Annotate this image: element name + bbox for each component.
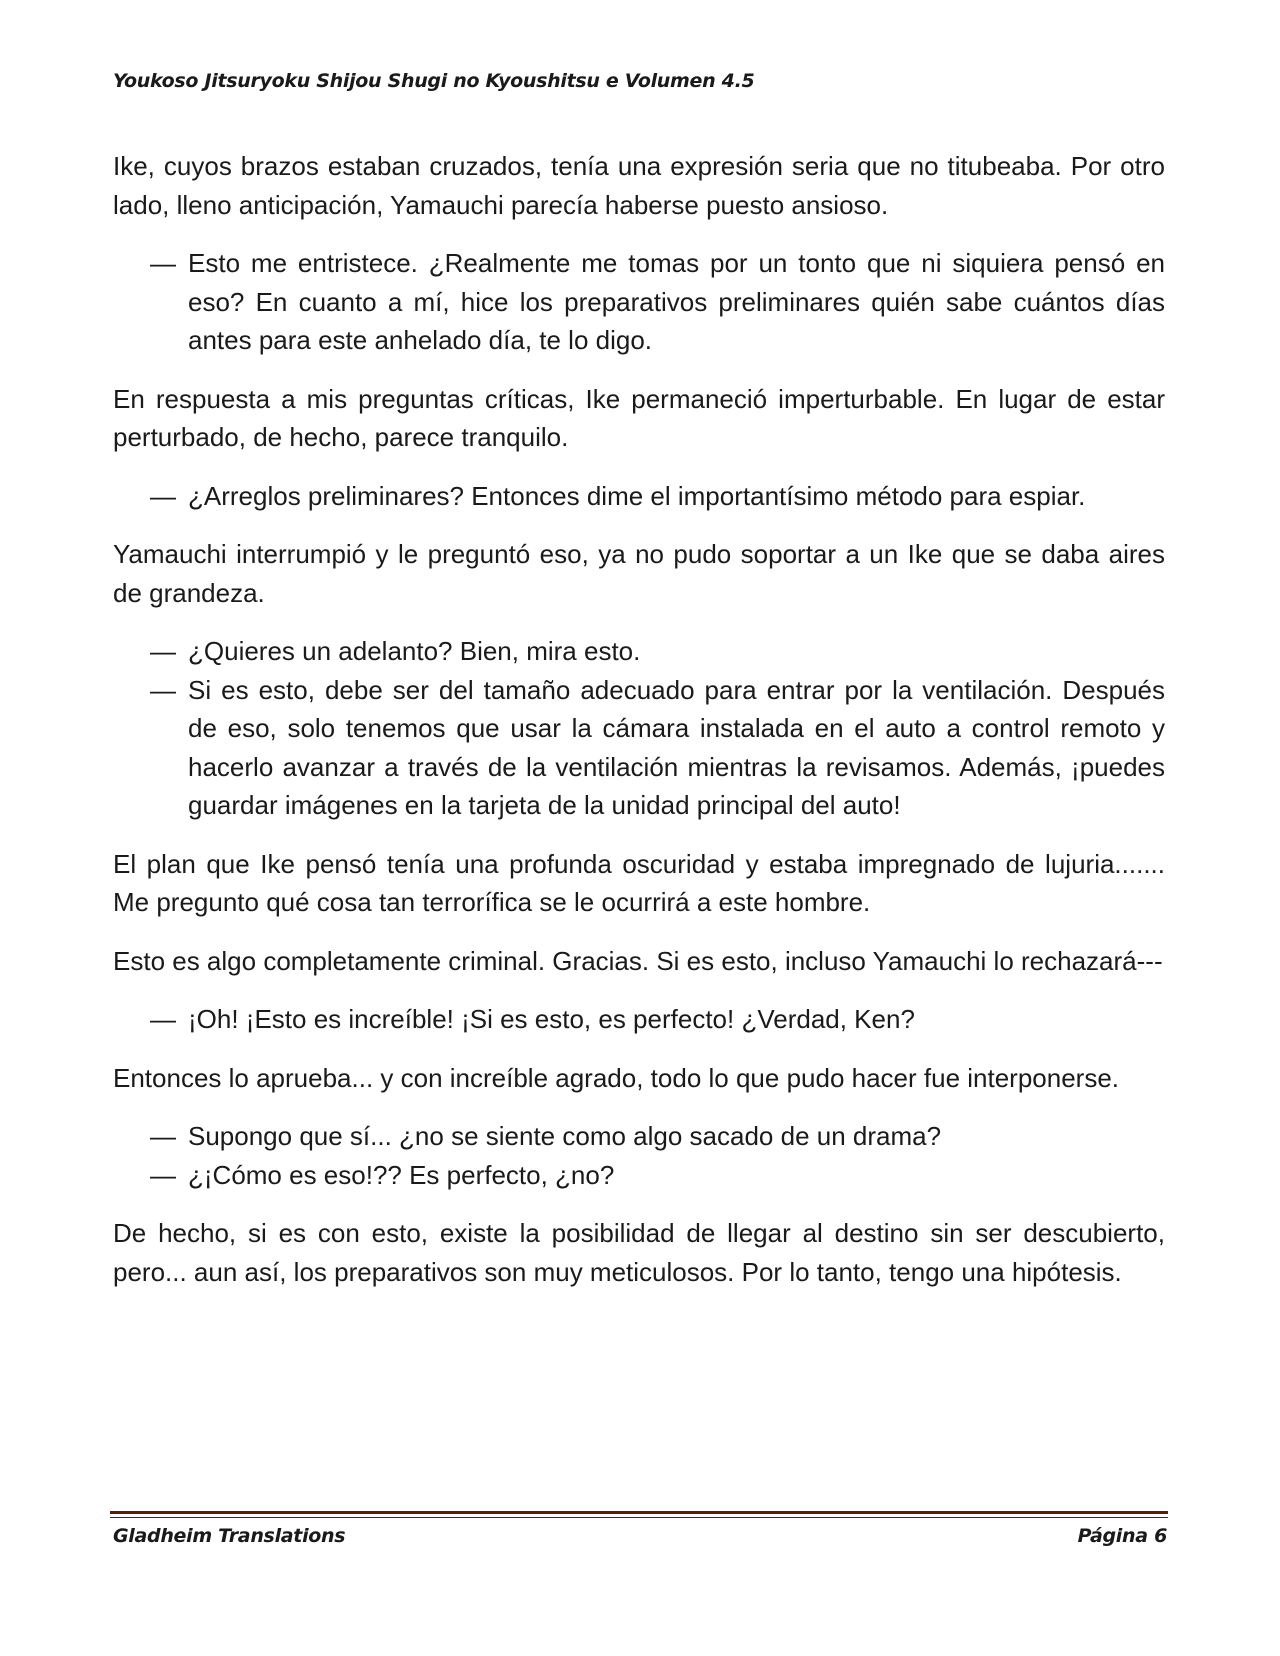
- dialog-dash: —: [150, 1121, 176, 1151]
- dialog-group-3: [113, 632, 1165, 825]
- footer-translator-credit: Gladheim Translations: [113, 1525, 346, 1547]
- paragraph-7: De hecho, si es con esto, existe la posibilidad de llegar al destino sin ser descubierto, pero... aun así, los preparativos son muy meticulosos. Por lo tanto, tengo una hipótesis.: [113, 1218, 1165, 1287]
- dialog-text-1: Esto me entristece. ¿Realmente me tomas por un tonto que ni siquiera pensó en eso? En cuanto a mí, hice los preparativos preliminares quién sabe cuántos días antes para este anhelado día, te lo digo.: [188, 248, 1165, 355]
- page-header-title: Youkoso Jitsuryoku Shijou Shugi no Kyoushitsu e Volumen 4.5: [113, 70, 755, 92]
- dialog-text-6: Supongo que sí... ¿no se siente como algo sacado de un drama?: [188, 1121, 942, 1151]
- dialog-dash: —: [150, 480, 176, 511]
- footer-divider: [110, 1511, 1168, 1514]
- dialog-dash: —: [150, 1004, 176, 1034]
- paragraph-3: Yamauchi interrumpió y le preguntó eso, ya no pudo soportar a un Ike que se daba aires de grandeza.: [113, 539, 1165, 608]
- dialog-text-4: Si es esto, debe ser del tamaño adecuado para entrar por la ventilación. Después de eso, solo tenemos que usar la cámara instalada en el auto a control remoto y hacerlo avanzar a través de la ventilación mientras la revisamos. Además, ¡puedes guardar imágenes en la tarjeta de la unidad principal del auto!: [188, 674, 1165, 820]
- paragraph-2: En respuesta a mis preguntas críticas, Ike permaneció imperturbable. En lugar de estar perturbado, de hecho, parece tranquilo.: [113, 383, 1165, 452]
- dialog-dash: —: [150, 636, 176, 666]
- dialog-line-4: [113, 671, 1165, 825]
- dialog-text-2: ¿Arreglos preliminares? Entonces dime el importantísimo método para espiar.: [188, 480, 1086, 511]
- footer-divider-thin: [110, 1517, 1168, 1518]
- paragraph-5: Esto es algo completamente criminal. Gracias. Si es esto, incluso Yamauchi lo rechazará---: [113, 945, 1163, 976]
- dialog-text-3: ¿Quieres un adelanto? Bien, mira esto.: [188, 636, 641, 666]
- dialog-line-5: [113, 1000, 1165, 1039]
- dialog-group-4: [113, 1000, 1165, 1039]
- dialog-dash: —: [150, 248, 176, 278]
- dialog-group-5: [113, 1117, 1165, 1194]
- dialog-line-1: [113, 244, 1165, 360]
- dialog-text-5: ¡Oh! ¡Esto es increíble! ¡Si es esto, es perfecto! ¿Verdad, Ken?: [188, 1004, 915, 1034]
- paragraph-4: El plan que Ike pensó tenía una profunda oscuridad y estaba impregnado de lujuria....... Me pregunto qué cosa tan terrorífica se le ocurrirá a este hombre.: [113, 848, 1165, 917]
- paragraph-6: Entonces lo aprueba... y con increíble agrado, todo lo que pudo hacer fue interponerse.: [113, 1062, 1120, 1093]
- dialog-line-7: [113, 1156, 1165, 1195]
- dialog-line-3: [113, 632, 1165, 671]
- paragraph-1: Ike, cuyos brazos estaban cruzados, tenía una expresión seria que no titubeaba. Por otro lado, lleno anticipación, Yamauchi parecía haberse puesto ansioso.: [113, 151, 1165, 220]
- dialog-dash: —: [150, 1159, 176, 1190]
- page-body: [113, 147, 1165, 1311]
- footer-page-number: Página 6: [1077, 1525, 1167, 1547]
- dialog-group-2: [113, 477, 1165, 516]
- dialog-group-1: [113, 244, 1165, 360]
- dialog-line-6: [113, 1117, 1165, 1156]
- dialog-text-7: ¿¡Cómo es eso!?? Es perfecto, ¿no?: [188, 1159, 615, 1190]
- dialog-line-2: [113, 477, 1165, 516]
- dialog-dash: —: [150, 674, 176, 705]
